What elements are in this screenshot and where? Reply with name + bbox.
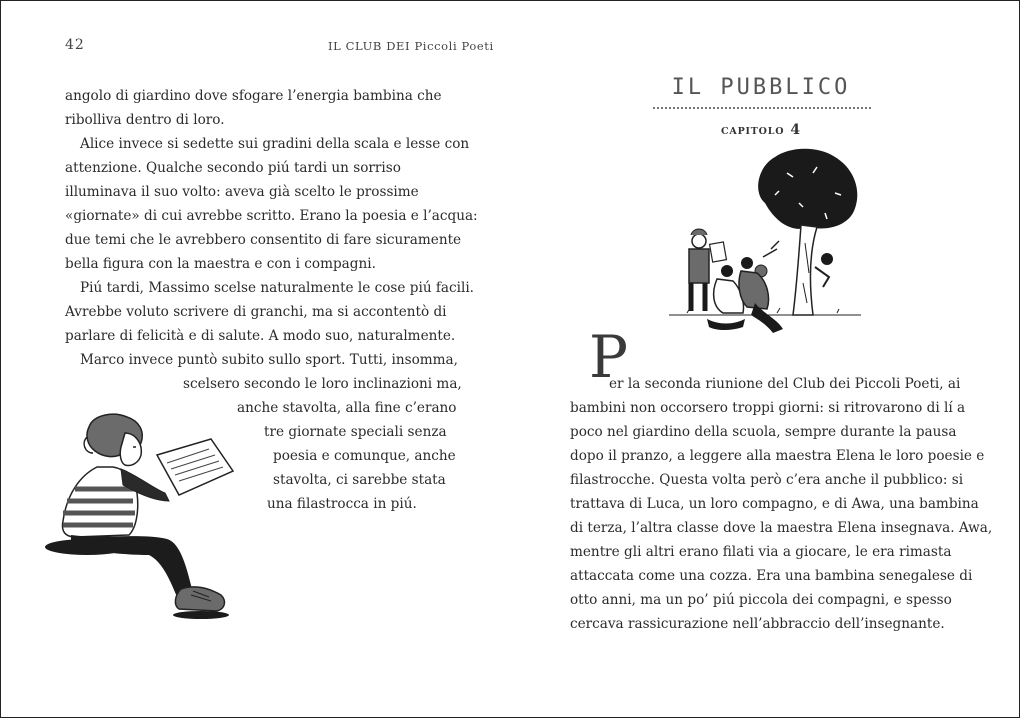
text-line: attaccata come una cozza. Era una bambina senegalese di (570, 568, 973, 584)
chapter-title: IL PUBBLICO (671, 75, 851, 100)
chapter-label-text: CAPITOLO (721, 126, 785, 137)
text-line: attenzione. Qualche secondo piú tardi un sorriso (65, 160, 401, 176)
text-line: stavolta, ci sarebbe stata (273, 472, 446, 488)
text-line: otto anni, ma un po’ piú piccola dei compagni, e spesso (570, 592, 952, 608)
text-line: cercava rassicurazione nell’abbraccio dell’insegnante. (570, 616, 945, 632)
page-number: 42 (65, 37, 85, 53)
text-line: filastrocche. Questa volta però c’era anche il pubblico: si (570, 472, 964, 488)
text-line: di terza, l’altra classe dove la maestra Elena insegnava. Awa, (570, 520, 993, 536)
text-line: parlare di felicità e di salute. A modo suo, naturalmente. (65, 328, 456, 344)
text-line: poco nel giardino della scuola, sempre durante la pausa (570, 424, 957, 440)
text-line: ribolliva dentro di loro. (65, 112, 225, 128)
text-line: due temi che le avrebbero consentito di fare sicuramente (65, 232, 462, 248)
drop-cap: P (589, 323, 629, 391)
text-line: bambini non occorsero troppi giorni: si ritrovarono di lí a (570, 400, 966, 416)
text-line: Marco invece puntò subito sullo sport. Tutti, insomma, (80, 352, 458, 368)
running-title: IL CLUB DEI Piccoli Poeti (328, 39, 494, 53)
text-line: Alice invece si sedette sui gradini della scala e lesse con (80, 136, 470, 152)
text-line: «giornate» di cui avrebbe scritto. Erano la poesia e l’acqua: (65, 208, 478, 224)
chapter-number: 4 (790, 122, 801, 138)
children-under-tree-illustration (667, 143, 867, 353)
text-line: una filastrocca in piú. (267, 496, 417, 512)
text-line: trattava di Luca, un loro compagno, e di Awa, una bambina (570, 496, 979, 512)
text-line: poesia e comunque, anche (273, 448, 456, 464)
text-line: Piú tardi, Massimo scelse naturalmente le cose piú facili. (80, 280, 475, 296)
chapter-label (652, 122, 870, 138)
girl-reading-illustration (41, 409, 241, 635)
text-line: illuminava il suo volto: aveva già scelto le prossime (65, 184, 419, 200)
text-line: anche stavolta, alla fine c’erano (237, 400, 457, 416)
text-line: dopo il pranzo, a leggere alla maestra Elena le loro poesie e (570, 448, 985, 464)
text-line: scelsero secondo le loro inclinazioni ma, (183, 376, 462, 392)
text-line: tre giornate speciali senza (264, 424, 447, 440)
text-line: mentre gli altri erano filati via a giocare, le era rimasta (570, 544, 952, 560)
text-line: Avrebbe voluto scrivere di granchi, ma si accontentò di (65, 304, 447, 320)
text-line: bella figura con la maestra e con i compagni. (65, 256, 376, 272)
text-line: angolo di giardino dove sfogare l’energia bambina che (65, 88, 442, 104)
chapter-divider (653, 107, 871, 109)
text-line: er la seconda riunione del Club dei Piccoli Poeti, ai (609, 376, 961, 392)
